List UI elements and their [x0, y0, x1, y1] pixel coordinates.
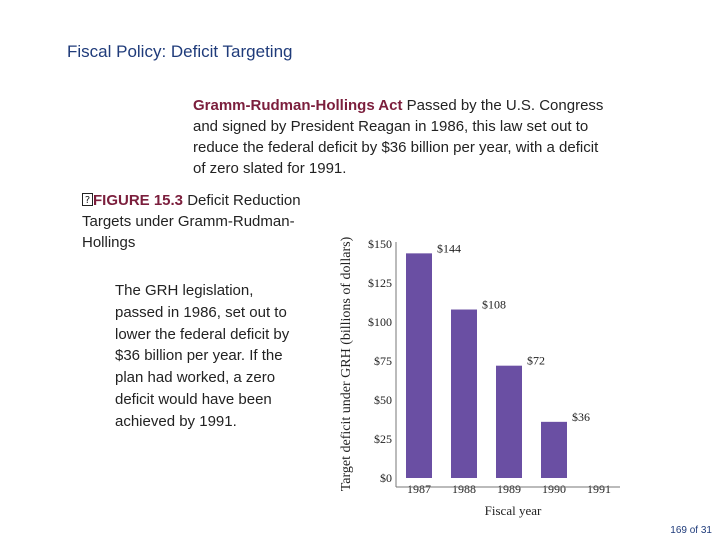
- y-tick-label: $150: [368, 237, 392, 251]
- bar-data-label: $36: [572, 409, 590, 424]
- figure-caption: [82, 190, 312, 253]
- x-tick-label: 1989: [497, 482, 521, 496]
- bar-data-label: $144: [437, 241, 461, 256]
- deficit-bar-chart: [320, 222, 630, 522]
- x-tick-label: 1987: [407, 482, 431, 496]
- y-tick-label: $25: [374, 432, 392, 446]
- page-number: [670, 525, 712, 536]
- bar: [406, 253, 432, 478]
- y-tick-label: $125: [368, 276, 392, 290]
- x-tick-label: 1988: [452, 482, 476, 496]
- y-axis-label: Target deficit under GRH (billions of dollars): [339, 236, 354, 492]
- page-number-total: of 31: [689, 525, 712, 536]
- y-axis-ticks: [368, 237, 392, 485]
- definition-term: Gramm-Rudman-Hollings Act: [193, 97, 403, 114]
- bar-data-label: $108: [482, 297, 506, 312]
- x-axis-label: Fiscal year: [484, 503, 542, 518]
- y-tick-label: $100: [368, 315, 392, 329]
- svg-text:?: ?: [84, 195, 91, 206]
- x-tick-label: 1991: [587, 482, 611, 496]
- figure-description: The GRH legislation, passed in 1986, set out to lower the federal deficit by $36 billion per year. If the plan had worked, a zero deficit would have been achieved by 1991.: [115, 282, 290, 430]
- bar: [451, 310, 477, 478]
- broken-glyph-icon: [82, 193, 93, 206]
- y-tick-label: $50: [374, 393, 392, 407]
- definition-text: Passed by the U.S. Congress and signed by President Reagan in 1986, this law set out to reduce the federal deficit by $36 billion per year, with a deficit of zero slated for 1991.: [193, 97, 604, 177]
- x-axis-ticks: [407, 482, 611, 496]
- figure-caption-text: Deficit Reduction Targets under Gramm-Rudman-Hollings: [82, 192, 301, 251]
- bar: [541, 422, 567, 478]
- bar-data-label: $72: [527, 353, 545, 368]
- definition-box: [193, 95, 613, 179]
- slide-title: Fiscal Policy: Deficit Targeting: [67, 42, 293, 61]
- y-tick-label: $75: [374, 354, 392, 368]
- figure-label: FIGURE 15.3: [93, 192, 184, 209]
- page-number-current: 169: [670, 525, 687, 536]
- x-tick-label: 1990: [542, 482, 566, 496]
- bar: [496, 366, 522, 478]
- y-tick-label: $0: [380, 471, 392, 485]
